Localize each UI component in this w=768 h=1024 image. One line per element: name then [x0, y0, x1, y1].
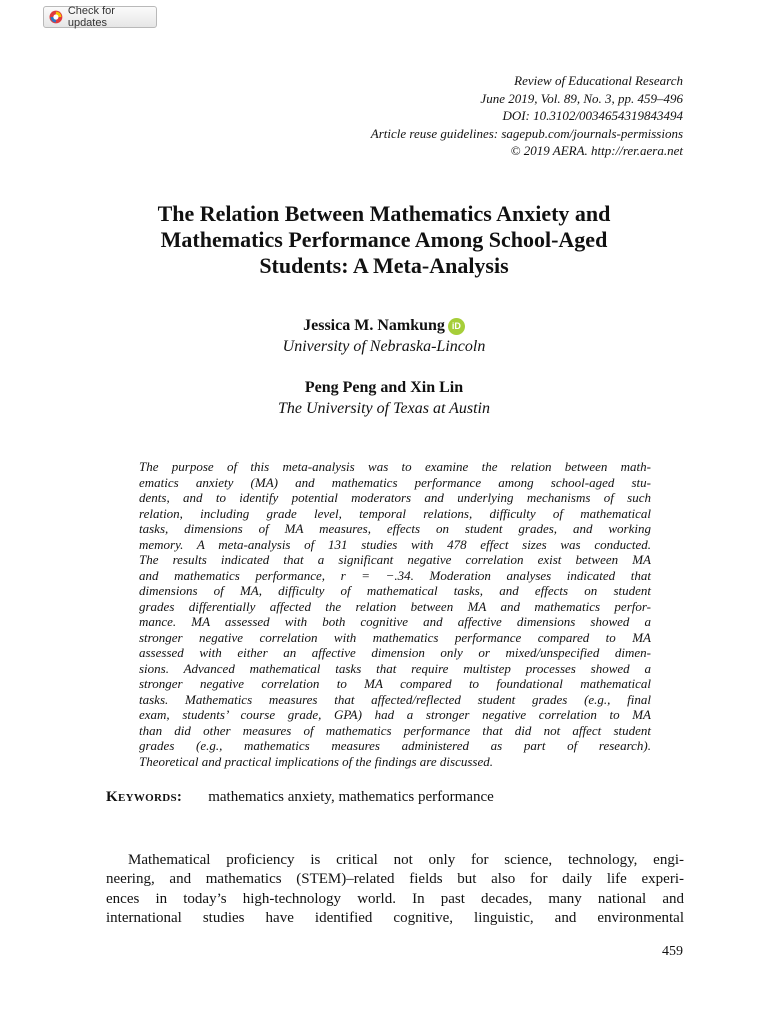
journal-reuse[interactable]: Article reuse guidelines: sagepub.com/journals-permissions	[370, 125, 683, 141]
journal-issue: June 2019, Vol. 89, No. 3, pp. 459–496	[480, 90, 683, 106]
author-name: Jessica M. Namkung	[303, 317, 445, 334]
abstract-line: exam, students’ course grade, GPA) had a stronger negative correlation to MA	[139, 707, 651, 722]
author-affiliation: The University of Texas at Austin	[278, 400, 490, 417]
abstract-line: sions. Advanced mathematical tasks that require multistep processes showed a	[139, 660, 651, 676]
title-line: Mathematics Performance Among School-Aged	[160, 227, 608, 252]
abstract-line: tasks, dimensions of MA measures, effects on student grades, and working	[139, 521, 651, 536]
keywords-value: mathematics anxiety, mathematics performance	[208, 789, 494, 805]
abstract-line: dimensions of MA, difficulty of mathematical tasks, and effects on student	[139, 583, 651, 598]
keywords-label: Keywords:	[106, 789, 183, 805]
journal-doi[interactable]: DOI: 10.3102/0034654319843494	[502, 108, 683, 123]
author-block-1	[84, 315, 684, 357]
check-updates-icon	[49, 10, 63, 24]
check-updates-label: Check for updates	[67, 5, 115, 29]
abstract-line: tasks. Mathematics measures that affected/reflected student grades (e.g., final	[139, 691, 651, 707]
orcid-icon[interactable]: iD	[448, 318, 465, 335]
body-line: Mathematical proficiency is critical not only for science, technology, engi-	[128, 852, 684, 868]
abstract-line: dents, and to identify potential moderators and underlying mechanisms of such	[139, 490, 651, 505]
title-line: The Relation Between Mathematics Anxiety and	[157, 201, 611, 226]
author-block-2	[84, 377, 684, 419]
abstract-line: Theoretical and practical implications of the findings are discussed.	[139, 753, 493, 769]
abstract-line: ematics anxiety (MA) and mathematics performance among school-aged stu-	[139, 474, 651, 490]
article-title	[84, 201, 684, 279]
abstract-line: grades differentially affected the relation between MA and mathematics perfor-	[139, 598, 651, 614]
abstract-line: The results indicated that a significant negative correlation exist between MA	[139, 552, 651, 567]
keywords	[106, 789, 494, 806]
body-paragraph	[106, 851, 684, 929]
abstract-line: than did other measures of mathematics performance that did not affect student	[139, 722, 651, 738]
title-line: Students: A Meta-Analysis	[259, 253, 509, 278]
check-for-updates-button[interactable]	[43, 6, 157, 28]
abstract-line: relation, including grade level, temporal relations, difficulty of mathematical	[139, 505, 651, 521]
abstract-line: assessed with either an affective dimension only or mixed/unspecified dimen-	[139, 645, 651, 660]
journal-name: Review of Educational Research	[514, 73, 683, 88]
author-name: Peng Peng and Xin Lin	[304, 379, 464, 396]
abstract-line: stronger negative correlation with mathematics performance compared to MA	[139, 629, 651, 645]
body-line: neering, and mathematics (STEM)–related fields but also for daily life experi-	[106, 871, 684, 888]
abstract-line: stronger negative correlation to MA compared to foundational mathematical	[139, 676, 651, 691]
page-number: 459	[662, 944, 683, 959]
journal-copyright: © 2019 AERA. http://rer.aera.net	[510, 143, 683, 158]
abstract-line: and mathematics performance, r = −.34. Moderation analyses indicated that	[139, 567, 651, 583]
abstract-line: memory. A meta-analysis of 131 studies with 478 effect sizes was conducted.	[139, 536, 651, 552]
abstract-line: mance. MA assessed with both cognitive and affective dimensions showed a	[139, 614, 651, 629]
abstract-line: The purpose of this meta-analysis was to examine the relation between math-	[139, 459, 651, 474]
body-line: international studies have identified cognitive, linguistic, and environmental	[106, 910, 684, 927]
author-affiliation: University of Nebraska-Lincoln	[282, 338, 486, 355]
abstract-line: grades (e.g., mathematics measures administered as part of research).	[139, 738, 651, 753]
body-line: ences in today’s high-technology world. In past decades, many national and	[106, 890, 684, 907]
journal-info	[371, 72, 683, 160]
abstract	[139, 459, 651, 769]
